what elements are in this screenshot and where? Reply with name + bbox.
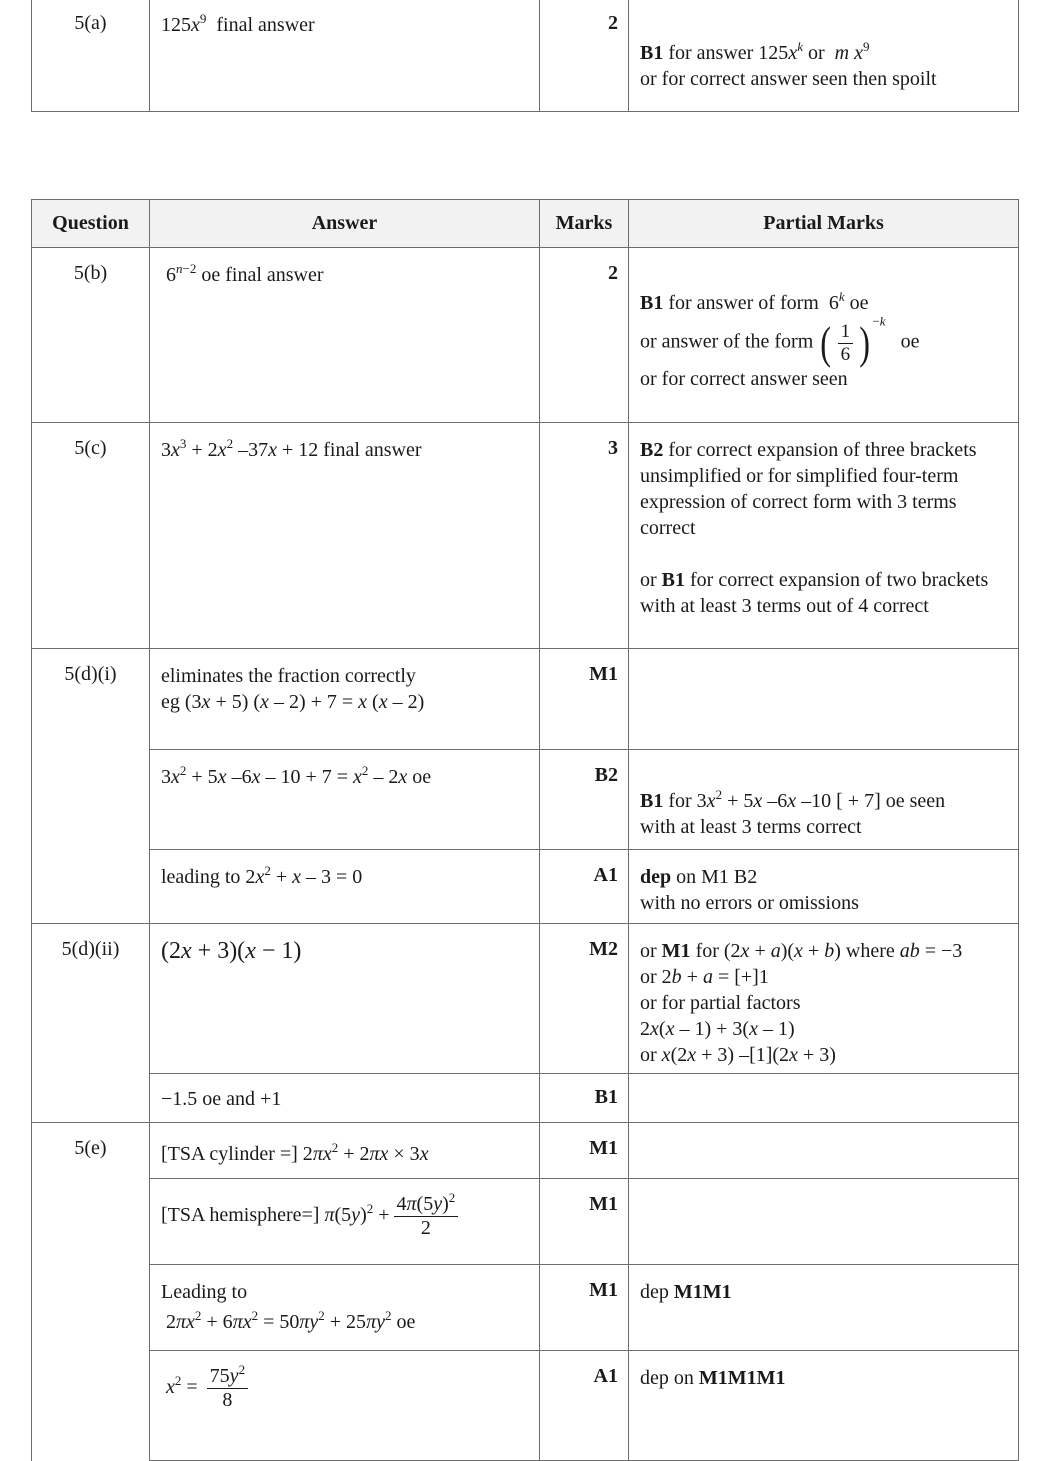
answer-cell: eliminates the fraction correctly eg (3x + 5) (x – 2) + 7 = x (x – 2) — [150, 649, 540, 750]
table-row — [32, 423, 1019, 649]
table-row — [32, 1265, 1019, 1351]
partial-marks-cell: dep on M1 B2 with no errors or omissions — [629, 850, 1019, 924]
answer-cell: $x^2$ = $\frac{75y^2}{8}$ — [150, 1351, 540, 1461]
partial-marks-cell: B2 for correct expansion of three brackets unsimplified or for simplified four-term expression of correct form with 3 terms correct or B1 for correct expansion of two brackets with at least 3 terms out of 4 correct — [629, 423, 1019, 649]
answer-cell: −1.5 oe and +1 — [150, 1074, 540, 1123]
header-marks: Marks — [540, 200, 629, 248]
partial-marks-cell — [629, 1179, 1019, 1265]
header-row — [32, 200, 1019, 248]
question-cell: 5(e) — [32, 1123, 150, 1461]
table-row — [32, 850, 1019, 924]
marks-cell: 2 — [540, 248, 629, 423]
table-row — [32, 1074, 1019, 1123]
answer-cell: leading to $2x^2 + x - 3 = 0$ — [150, 850, 540, 924]
partial-marks-cell: B1 for answer $125x^k$ or m $x^9$ or for correct answer seen then spoilt — [629, 0, 1019, 111]
question-cell: 5(d)(i) — [32, 649, 150, 924]
partial-marks-cell — [629, 1074, 1019, 1123]
answer-cell: $3x^3 + 2x^2$ –37x + 12 final answer — [150, 423, 540, 649]
marks-cell: M1 — [540, 649, 629, 750]
marks-cell: 2 — [540, 0, 629, 111]
marks-cell: M1 — [540, 1179, 629, 1265]
answer-cell: Leading to $2\pi x^2 + 6\pi x^2 = 50\pi y^2 + 25\pi y^2$ oe — [150, 1265, 540, 1351]
partial-marks-cell: or M1 for (2x + a)(x + b) where ab = −3 or 2b + a = [+]1 or for partial factors 2x(x – 1) + 3(x – 1) or x(2x + 3) –[1](2x + 3) — [629, 924, 1019, 1074]
table-row — [32, 1351, 1019, 1461]
header-question: Question — [32, 200, 150, 248]
answer-cell: [TSA cylinder =] $2\pi x^2 + 2\pi x \times 3x$ — [150, 1123, 540, 1179]
header-partial-marks: Partial Marks — [629, 200, 1019, 248]
partial-marks-cell: B1 for answer of form 6$^k$ oe or answer of the form ( $\frac{1}{6}$ ) $^{-k}$ oe or for correct answer seen — [629, 248, 1019, 423]
table-row — [32, 1179, 1019, 1265]
partial-marks-cell: B1 for $3x^2 + 5x$ –6x –10 [ + 7] oe seen with at least 3 terms correct — [629, 750, 1019, 850]
question-cell: 5(b) — [32, 248, 150, 423]
table-row — [32, 649, 1019, 750]
header-answer: Answer — [150, 200, 540, 248]
partial-marks-cell — [629, 649, 1019, 750]
question-cell: 5(c) — [32, 423, 150, 649]
marking-table-top — [31, 0, 1019, 112]
answer-cell: $3x^2 + 5x$ $-6x - 10 + 7 = x^2 - 2x$ oe — [150, 750, 540, 850]
question-cell: 5(a) — [32, 0, 150, 111]
marks-cell: M2 — [540, 924, 629, 1074]
marks-cell: A1 — [540, 850, 629, 924]
marks-cell: M1 — [540, 1265, 629, 1351]
partial-marks-cell — [629, 1123, 1019, 1179]
answer-cell: [TSA hemisphere=] $\pi(5y)^2$ + $\frac{4\pi(5y)^2}{2}$ — [150, 1179, 540, 1265]
table-row — [32, 248, 1019, 423]
partial-marks-cell: dep on M1M1M1 — [629, 1351, 1019, 1461]
question-cell: 5(d)(ii) — [32, 924, 150, 1123]
answer-cell: $6^{n-2}$ oe final answer — [150, 248, 540, 423]
marks-cell: A1 — [540, 1351, 629, 1461]
marks-cell: 3 — [540, 423, 629, 649]
marking-table-main — [31, 199, 1019, 1461]
answer-cell: (2x + 3)(x − 1) — [150, 924, 540, 1074]
table-row — [32, 924, 1019, 1074]
marks-cell: M1 — [540, 1123, 629, 1179]
table-row — [32, 1123, 1019, 1179]
marks-cell: B1 — [540, 1074, 629, 1123]
marks-cell: B2 — [540, 750, 629, 850]
partial-marks-cell: dep M1M1 — [629, 1265, 1019, 1351]
answer-cell: $125x^9$ final answer — [150, 0, 540, 111]
table-row — [32, 750, 1019, 850]
